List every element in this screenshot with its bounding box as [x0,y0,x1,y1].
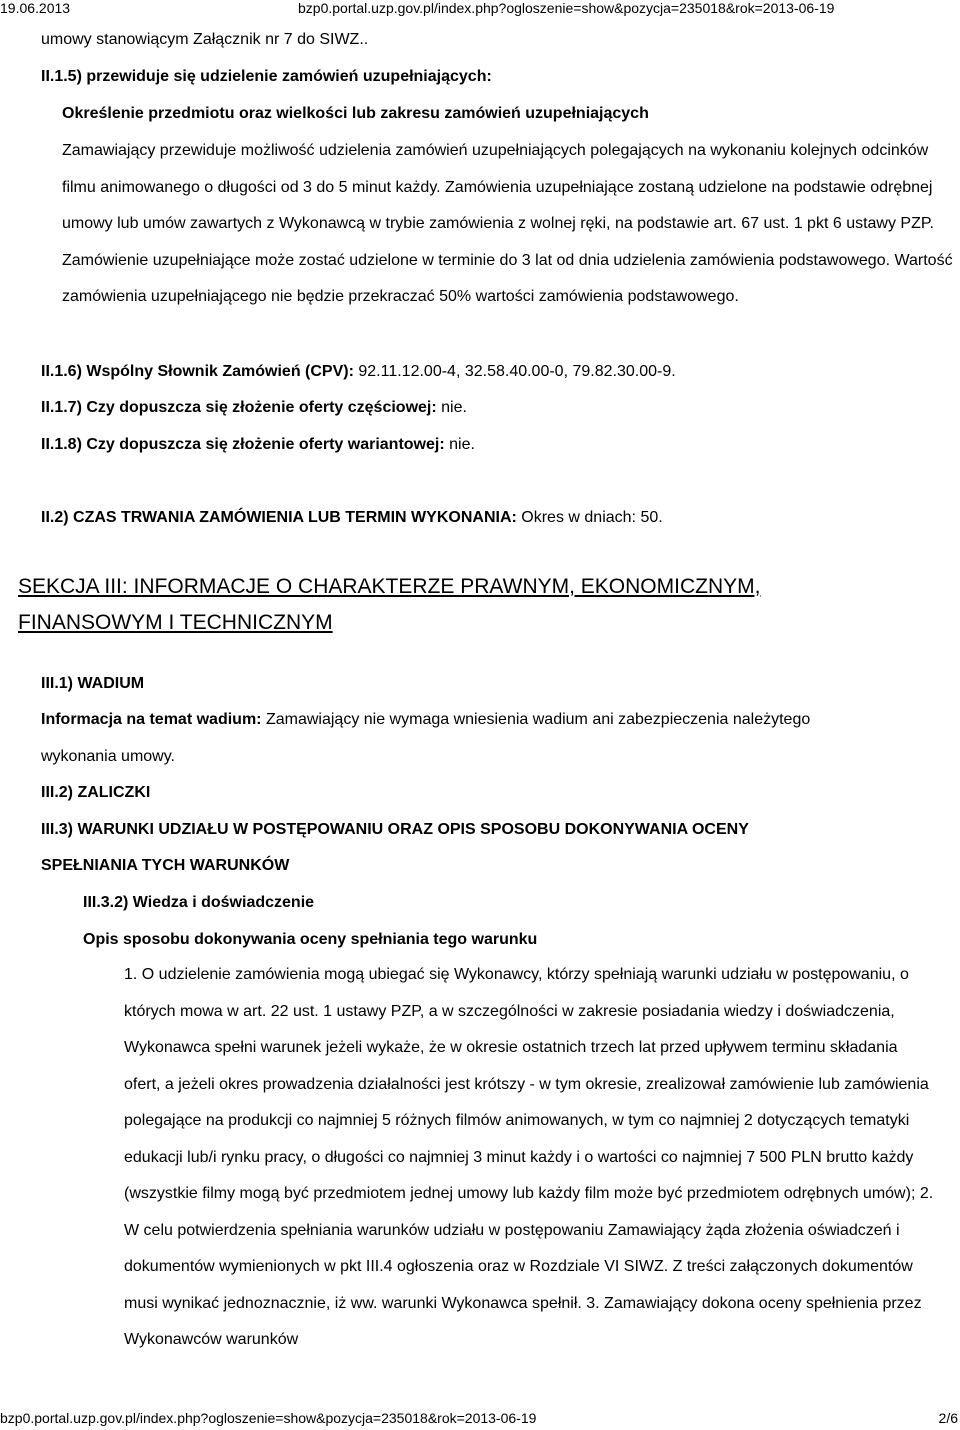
deposit-info-line2: wykonania umowy. [41,748,175,765]
variant-offer-label: II.1.8) Czy dopuszcza się złożenie oferty wariantowej: [41,436,445,453]
section-iii-2-heading: III.2) ZALICZKI [41,784,151,801]
section-ii-2 [41,508,663,528]
section-iii-3-heading-line2: SPEŁNIANIA TYCH WARUNKÓW [41,857,290,874]
section-ii-1-8 [41,435,475,455]
section-iii-3-2-heading: III.3.2) Wiedza i doświadczenie [83,894,315,911]
section-ii-1-6 [41,362,676,382]
print-date: 19.06.2013 [0,0,71,16]
section-ii-1-7 [41,398,467,418]
partial-offer-value: nie. [441,399,467,416]
page-number: 2/6 [938,1410,958,1426]
intro-line: umowy stanowiącym Załącznik nr 7 do SIWZ.. [41,31,369,48]
cpv-value: 92.11.12.00-4, 32.58.40.00-0, 79.82.30.00-9. [358,363,676,380]
print-footer [0,1410,960,1426]
deposit-info-label: Informacja na temat wadium: [41,711,262,728]
section-iii-3-2-body: 1. O udzielenie zamówienia mogą ubiegać się Wykonawcy, którzy spełniają warunki udziału w postępowaniu, o których mowa w art. 22 ust. 1 ustawy PZP, a w szczególności w zakresie posiadania wiedzy i doświadczenia, Wykonawca spełni warunek jeżeli wykaże, że w okresie ostatnich trzech lat przed upływem terminu składania ofert, a jeżeli okres prowadzenia działalności jest krótszy - w tym okresie, zrealizował zamówienie lub zamówienia polegające na produkcji co najmniej 5 różnych filmów animowanych, w tym co najmniej 2 dotyczących tematyki edukacji lub/i rynku pracy, o długości co najmniej 3 minut każdy i o wartości co najmniej 7 500 PLN brutto każdy (wszystkie filmy mogą być przedmiotem jednej umowy lub każdy film może być przedmiotem odrębnych umów); 2. W celu potwierdzenia spełniania warunków udziału w postępowaniu Zamawiający żąda złożenia oświadczeń i dokumentów wymienionych w pkt III.4 ogłoszenia oraz w Rozdziale VI SIWZ. Z treści załączonych dokumentów musi wynikać jednoznacznie, iż ww. warunki Wykonawca spełnił. 3. Zamawiający dokona oceny spełnienia przez Wykonawców warunków [124,966,934,1348]
section-ii-1-5-body: Zamawiający przewiduje możliwość udzielenia zamówień uzupełniających polegających na wykonaniu kolejnych odcinków filmu animowanego o długości od 3 do 5 minut każdy. Zamówienia uzupełniające zostaną udzielone na podstawie odrębnej umowy lub umów zawartych z Wykonawcą w trybie zamówienia z wolnej ręki, na podstawie art. 67 ust. 1 pkt 6 ustawy PZP. Zamówienie uzupełniające może zostać udzielone w terminie do 3 lat od dnia udzielenia zamówienia podstawowego. Wartość zamówienia uzupełniającego nie będzie przekraczać 50% wartości zamówienia podstawowego. [62,142,953,305]
print-url-footer: bzp0.portal.uzp.gov.pl/index.php?ogloszenie=show&pozycja=235018&rok=2013-06-19 [0,1410,537,1426]
cpv-label: II.1.6) Wspólny Słownik Zamówień (CPV): [41,363,354,380]
section-iii-3-2-subheading: Opis sposobu dokonywania oceny spełniania tego warunku [83,931,538,948]
duration-value: Okres w dniach: 50. [521,509,663,526]
deposit-info-text: Zamawiający nie wymaga wniesienia wadium ani zabezpieczenia należytego [265,711,811,728]
partial-offer-label: II.1.7) Czy dopuszcza się złożenie oferty częściowej: [41,399,437,416]
section-ii-1-5-heading: II.1.5) przewiduje się udzielenie zamówień uzupełniających: [41,68,492,85]
section-iii-title-line1: SEKCJA III: INFORMACJE O CHARAKTERZE PRAWNYM, EKONOMICZNYM, [18,575,761,598]
section-ii-1-5-subheading: Określenie przedmiotu oraz wielkości lub zakresu zamówień uzupełniających [62,105,649,122]
print-url-header: bzp0.portal.uzp.gov.pl/index.php?ogloszenie=show&pozycja=235018&rok=2013-06-19 [298,0,835,16]
deposit-info-line [41,710,810,730]
section-iii-title-line2: FINANSOWYM I TECHNICZNYM [18,611,333,634]
print-header [0,0,960,16]
duration-label: II.2) CZAS TRWANIA ZAMÓWIENIA LUB TERMIN WYKONANIA: [41,509,517,526]
variant-offer-value: nie. [449,436,475,453]
section-iii-3-heading-line1: III.3) WARUNKI UDZIAŁU W POSTĘPOWANIU ORAZ OPIS SPOSOBU DOKONYWANIA OCENY [41,821,749,838]
section-iii-1-heading: III.1) WADIUM [41,675,145,692]
